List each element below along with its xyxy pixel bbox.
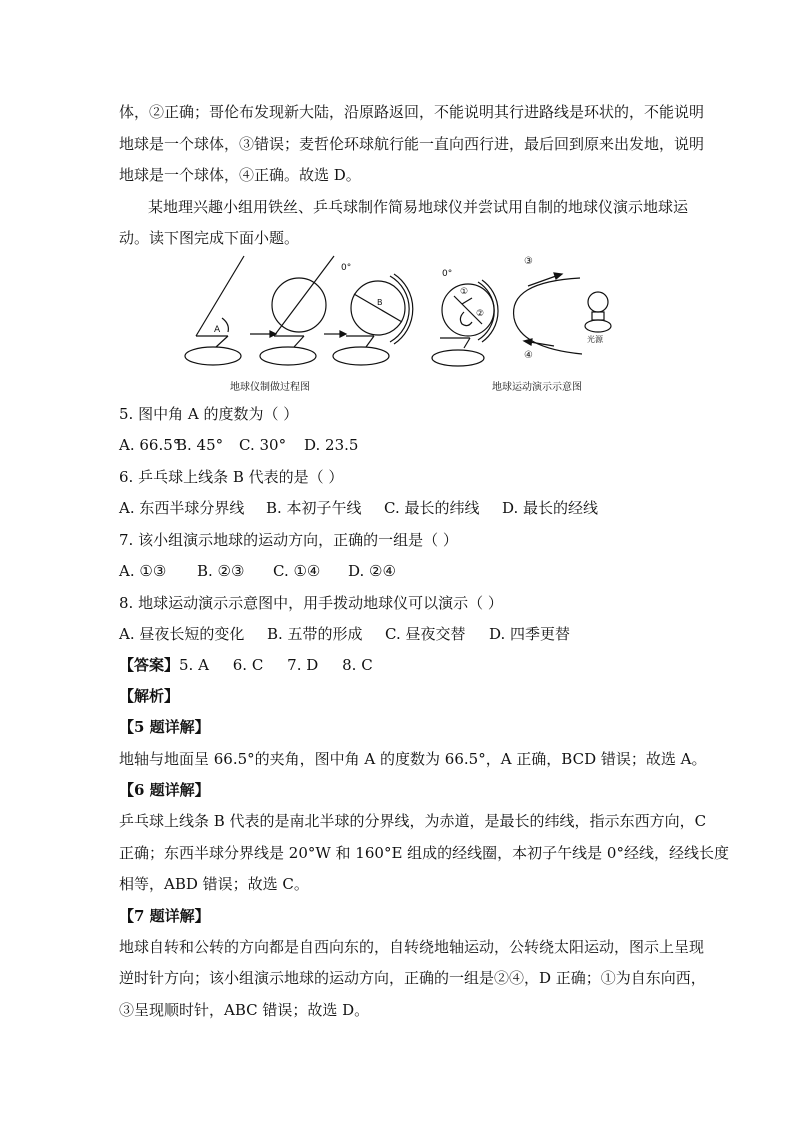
option: C. ①④ [273,562,321,580]
label-circle-3: ③ [524,256,533,267]
intro-line: 地球是一个球体，③错误；麦哲伦环球航行能一直向西行进，最后回到原来出发地，说明 [119,135,705,153]
option: A. 昼夜长短的变化 [119,625,245,643]
label-circle-4: ④ [524,350,533,361]
question-options [119,624,679,644]
detail-line: 乒乓球上线条 B 代表的是南北半球的分界线，为赤道，是最长的纬线，指示东西方向，C [119,812,707,830]
option: D. 23.5 [304,436,359,454]
stand-base-1 [185,347,241,365]
detail-title: 【7 题详解】 [119,907,210,925]
answer-line [119,655,679,675]
stem-line: 动。读下图完成下面小题。 [119,229,300,247]
option: C. 昼夜交替 [385,625,466,643]
option: C. 最长的纬线 [384,499,480,517]
stand-base-demo [432,350,484,366]
option: B. 五带的形成 [267,625,363,643]
question-stem: 5. 图中角 A 的度数为（ ） [119,405,299,423]
axis-wire-1 [196,256,244,336]
label-B: B [377,298,383,307]
globe-diagram [178,252,618,400]
label-light-source: 光源 [587,335,603,344]
label-0deg-2: 0° [442,269,453,279]
angle-arc [222,318,228,332]
option: D. 最长的经线 [502,499,599,517]
detail-line: 地球自转和公转的方向都是自西向东的，自转绕地轴运动，公转绕太阳运动，图示上呈现 [119,938,705,956]
detail-line: ③呈现顺时针，ABC 错误；故选 D。 [119,1001,370,1019]
detail-title: 【5 题详解】 [119,718,210,736]
option: A. 66.5° [119,436,181,454]
question-stem: 8. 地球运动演示示意图中，用手拨动地球仪可以演示（ ） [119,594,503,612]
ping-pong-ball-2 [272,278,326,332]
question-options [119,561,679,581]
stand-base-2 [260,347,316,365]
light-bulb-icon [588,292,608,312]
detail-title: 【6 题详解】 [119,781,210,799]
detail-line: 地轴与地面呈 66.5°的夹角，图中角 A 的度数为 66.5°，A 正确，BCD 错误；故选 A。 [119,750,707,768]
intro-line: 地球是一个球体，④正确。故选 D。 [119,166,361,184]
caption-right: 地球运动演示示意图 [492,382,582,393]
stem-line: 某地理兴趣小组用铁丝、乒乓球制作简易地球仪并尝试用自制的地球仪演示地球运 [148,198,689,216]
label-circle-1: ① [460,287,469,297]
option: A. 东西半球分界线 [119,499,245,517]
option: D. 四季更替 [489,625,571,643]
stand-base-3 [333,347,389,365]
option: B. ②③ [197,562,245,580]
question-stem: 6. 乒乓球上线条 B 代表的是（ ） [119,468,344,486]
globe-figure [178,252,618,400]
option: B. 45° [176,436,224,454]
caption-left: 地球仪制做过程图 [230,382,310,393]
question-stem: 7. 该小组演示地球的运动方向，正确的一组是（ ） [119,531,458,549]
hand-icon [460,312,472,326]
label-0deg-1: 0° [341,263,352,273]
option: B. 本初子午线 [266,499,362,517]
answer-text: 5. A 6. C 7. D 8. C [179,656,373,674]
detail-line: 正确；东西半球分界线是 20°W 和 160°E 组成的经线圈，本初子午线是 0°经线，经线长度 [119,844,729,862]
label-circle-2: ② [476,309,485,319]
option: C. 30° [239,436,287,454]
question-options [119,435,679,455]
answer-label: 【答案】 [119,656,180,674]
orbit-arc [514,278,582,354]
intro-line: 体，②正确；哥伦布发现新大陆，沿原路返回，不能说明其行进路线是环状的，不能说明 [119,103,705,121]
option: A. ①③ [119,562,167,580]
option: D. ②④ [348,562,396,580]
label-A: A [214,325,221,335]
detail-line: 逆时针方向；该小组演示地球的运动方向，正确的一组是②④，D 正确；①为自东向西， [119,969,706,987]
analysis-label: 【解析】 [119,687,180,705]
question-options [119,498,679,518]
detail-line: 相等，ABD 错误；故选 C。 [119,875,309,893]
